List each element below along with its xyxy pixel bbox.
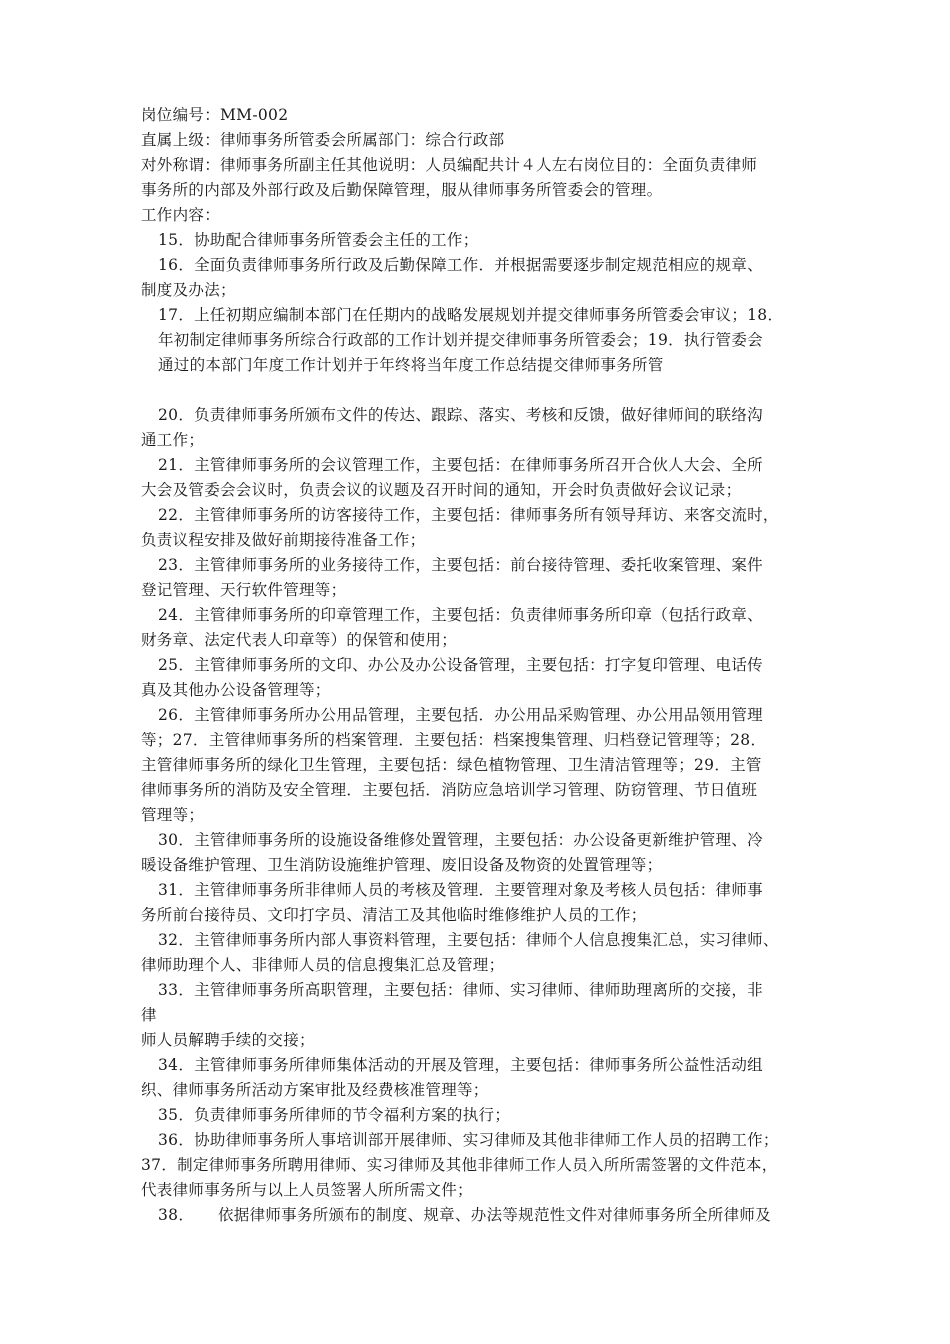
item-30-line-1: 30．主管律师事务所的设施设备维修处置管理，主要包括：办公设备更新维护管理、冷 — [158, 831, 763, 849]
item-34-line-2: 织、律师事务所活动方案审批及经费核准管理等； — [141, 1081, 489, 1099]
item-22-line-1: 22．主管律师事务所的访客接待工作，主要包括：律师事务所有领导拜访、来客交流时， — [158, 506, 779, 524]
item-20-line-2: 通工作； — [141, 431, 205, 449]
item-30-line-2: 暖设备维护管理、卫生消防设施维护管理、废旧设备及物资的处置管理等； — [141, 856, 663, 874]
item-16-line-1: 16．全面负责律师事务所行政及后勤保障工作．并根据需要逐步制定规范相应的规章、 — [158, 256, 763, 274]
item-26-line-1: 26．主管律师事务所办公用品管理，主要包括．办公用品采购管理、办公用品领用管理 — [158, 706, 763, 724]
supervisor-department: 直属上级：律师事务所管委会所属部门：综合行政部 — [141, 131, 505, 149]
position-code: 岗位编号：MM-002 — [141, 106, 289, 124]
item-37-line-1: 37．制定律师事务所聘用律师、实习律师及其他非律师工作人员入所所需签署的文件范本， — [141, 1156, 778, 1174]
title-purpose-line-1: 对外称谓：律师事务所副主任其他说明：人员编配共计４人左右岗位目的：全面负责律师 — [141, 156, 758, 174]
item-15: 15．协助配合律师事务所管委会主任的工作； — [158, 231, 479, 249]
item-34-line-1: 34．主管律师事务所律师集体活动的开展及管理，主要包括：律师事务所公益性活动组 — [158, 1056, 763, 1074]
item-33-line-2: 律 — [141, 1006, 157, 1024]
item-20-line-1: 20．负责律师事务所颁布文件的传达、跟踪、落实、考核和反馈，做好律师间的联络沟 — [158, 406, 763, 424]
item-24-line-2: 财务章、法定代表人印章等）的保管和使用； — [141, 631, 458, 649]
item-35: 35．负责律师事务所律师的节令福利方案的执行； — [158, 1106, 511, 1124]
item-16-line-2: 制度及办法； — [141, 281, 236, 299]
item-17-19-line-3: 通过的本部门年度工作计划并于年终将当年度工作总结提交律师事务所管 — [158, 356, 664, 374]
item-33-line-1: 33．主管律师事务所高职管理，主要包括：律师、实习律师、律师助理离所的交接，非 — [158, 981, 763, 999]
item-23-line-2: 登记管理、天行软件管理等； — [141, 581, 347, 599]
item-22-line-2: 负责议程安排及做好前期接待准备工作； — [141, 531, 426, 549]
item-23-line-1: 23．主管律师事务所的业务接待工作，主要包括：前台接待管理、委托收案管理、案件 — [158, 556, 763, 574]
item-37-line-2: 代表律师事务所与以上人员签署人所所需文件； — [141, 1181, 473, 1199]
item-31-line-1: 31．主管律师事务所非律师人员的考核及管理．主要管理对象及考核人员包括：律师事 — [158, 881, 763, 899]
item-17-19-line-2: 年初制定律师事务所综合行政部的工作计划并提交律师事务所管委会；19．执行管委会 — [158, 331, 763, 349]
title-purpose-line-2: 事务所的内部及外部行政及后勤保障管理，服从律师事务所管委会的管理。 — [141, 181, 663, 199]
item-17-19-line-1: 17．上任初期应编制本部门在任期内的战略发展规划并提交律师事务所管委会审议；18． — [158, 306, 784, 324]
item-26-line-2: 等；27．主管律师事务所的档案管理．主要包括：档案搜集管理、归档登记管理等；28． — [141, 731, 767, 749]
item-33-line-3: 师人员解聘手续的交接； — [141, 1031, 315, 1049]
item-32-line-2: 律师助理个人、非律师人员的信息搜集汇总及管理； — [141, 956, 505, 974]
item-25-line-2: 真及其他办公设备管理等； — [141, 681, 331, 699]
item-24-line-1: 24．主管律师事务所的印章管理工作，主要包括：负责律师事务所印章（包括行政章、 — [158, 606, 763, 624]
item-31-line-2: 务所前台接待员、文印打字员、清洁工及其他临时维修维护人员的工作； — [141, 906, 647, 924]
item-36: 36．协助律师事务所人事培训部开展律师、实习律师及其他非律师工作人员的招聘工作； — [158, 1131, 779, 1149]
item-26-line-5: 管理等； — [141, 806, 205, 824]
item-21-line-2: 大会及管委会会议时，负责会议的议题及召开时间的通知，开会时负责做好会议记录； — [141, 481, 742, 499]
item-25-line-1: 25．主管律师事务所的文印、办公及办公设备管理，主要包括：打字复印管理、电话传 — [158, 656, 763, 674]
item-26-line-4: 律师事务所的消防及安全管理．主要包括．消防应急培训学习管理、防窃管理、节日值班 — [141, 781, 758, 799]
work-content-heading: 工作内容： — [141, 206, 221, 224]
item-26-line-3: 主管律师事务所的绿化卫生管理，主要包括：绿色植物管理、卫生清洁管理等；29．主管 — [141, 756, 762, 774]
item-32-line-1: 32．主管律师事务所内部人事资料管理，主要包括：律师个人信息搜集汇总，实习律师、 — [158, 931, 779, 949]
item-38-line-1: 38． 依据律师事务所颁布的制度、规章、办法等规范性文件对律师事务所全所律师及 — [158, 1206, 771, 1224]
item-21-line-1: 21．主管律师事务所的会议管理工作，主要包括：在律师事务所召开合伙人大会、全所 — [158, 456, 763, 474]
